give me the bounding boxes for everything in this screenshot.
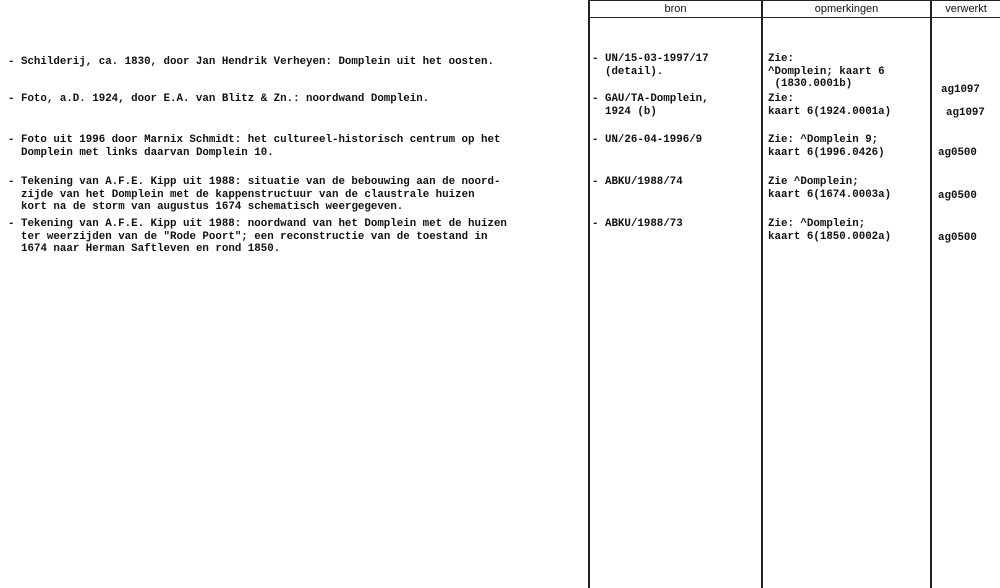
row-opmerkingen: Zie: ^Domplein 9; kaart 6(1996.0426) xyxy=(768,134,885,159)
row-verwerkt: ag0500 xyxy=(938,190,977,202)
row-bron: - UN/15-03-1997/17 (detail). xyxy=(592,53,709,78)
row-opmerkingen: Zie ^Domplein; kaart 6(1674.0003a) xyxy=(768,176,892,201)
column-divider xyxy=(930,0,932,588)
row-verwerkt: ag0500 xyxy=(938,232,977,244)
header-bron: bron xyxy=(664,3,687,15)
row-description: - Tekening van A.F.E. Kipp uit 1988: situatie van de bebouwing aan de noord- zijde van het Domplein met de kappenstructuur van de claustrale huizen kort na de storm van augustus 1674 schematisch weergegeven. xyxy=(8,176,501,213)
header-verwerkt: verwerkt xyxy=(945,3,987,15)
row-bron: - ABKU/1988/73 xyxy=(592,218,683,230)
row-description: - Schilderij, ca. 1830, door Jan Hendrik Verheyen: Domplein uit het oosten. xyxy=(8,56,494,68)
row-opmerkingen: Zie: ^Domplein; kaart 6(1850.0002a) xyxy=(768,218,892,243)
row-opmerkingen: Zie: kaart 6(1924.0001a) xyxy=(768,93,892,118)
row-bron: - ABKU/1988/74 xyxy=(592,176,683,188)
row-verwerkt: ag0500 xyxy=(938,147,977,159)
row-description: - Foto uit 1996 door Marnix Schmidt: het cultureel-historisch centrum op het Domplein met links daarvan Domplein 10. xyxy=(8,134,501,159)
header-rule xyxy=(589,17,1000,18)
row-verwerkt: ag1097 xyxy=(941,84,980,96)
row-description: - Tekening van A.F.E. Kipp uit 1988: noordwand van het Domplein met de huizen ter weerzijden van de "Rode Poort"; een reconstructie van de toestand in 1674 naar Herman Saftleven en rond 1850. xyxy=(8,218,507,255)
column-divider xyxy=(761,0,763,588)
column-divider xyxy=(588,0,590,588)
row-opmerkingen: Zie: ^Domplein; kaart 6 (1830.0001b) xyxy=(768,53,885,90)
row-bron: - GAU/TA-Domplein, 1924 (b) xyxy=(592,93,709,118)
header-opmerkingen: opmerkingen xyxy=(814,3,879,15)
row-verwerkt: ag1097 xyxy=(946,107,985,119)
row-bron: - UN/26-04-1996/9 xyxy=(592,134,703,146)
row-description: - Foto, a.D. 1924, door E.A. van Blitz & Zn.: noordwand Domplein. xyxy=(8,93,430,105)
